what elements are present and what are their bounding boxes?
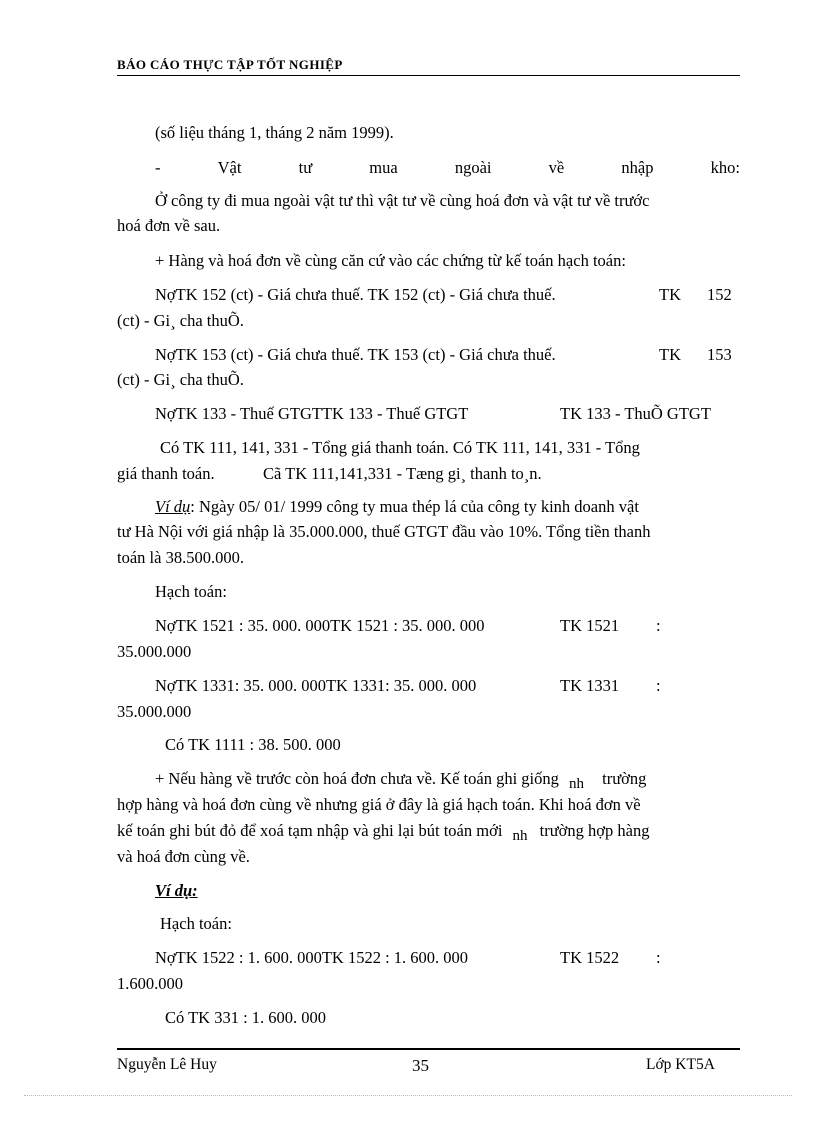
entry-amount: 35.000.000 <box>117 702 192 721</box>
example-heading: Ví dụ: <box>155 881 198 900</box>
text-line: hợp hàng và hoá đơn cùng về nhưng giá ở đây là giá hạch toán. Khi hoá đơn về <box>117 795 641 814</box>
text-segment: trường hợp hàng <box>539 821 650 840</box>
entry-line: Có TK 1111 : 38. 500. 000 <box>165 735 341 754</box>
entry-line: (ct) - Gi¸ cha thuÕ. <box>117 370 244 389</box>
text-segment: + Nếu hàng về trước còn hoá đơn chưa về. Kế toán ghi giống <box>155 769 559 788</box>
word: tư <box>298 158 313 177</box>
entry-line: NợTK 1521 : 35. 000. 000TK 1521 : 35. 000. 000 <box>155 616 485 635</box>
entry-line: TK 133 - ThuÕ GTGT <box>560 404 711 423</box>
entry-line: NợTK 153 (ct) - Giá chưa thuế. TK 153 (ct) - Giá chưa thuế. <box>155 345 556 364</box>
text-fragment: nh <box>512 828 528 844</box>
section-label: Hạch toán: <box>160 914 232 933</box>
entry-line: NợTK 133 - Thuế GTGTTK 133 - Thuế GTGT <box>155 404 469 423</box>
page-border-divider <box>24 1095 792 1096</box>
entry-line: NợTK 152 (ct) - Giá chưa thuế. TK 152 (ct) - Giá chưa thuế. <box>155 285 556 304</box>
entry-account: TK 1521 <box>560 616 620 635</box>
entry-account: TK <box>659 345 681 364</box>
word: - <box>155 158 161 177</box>
word: nhập <box>621 158 654 177</box>
entry-account: TK 1522 <box>560 948 620 967</box>
example-text: : Ngày 05/ 01/ 1999 công ty mua thép lá của công ty kinh doanh vật <box>190 497 639 516</box>
text-fragment: nh <box>569 776 584 792</box>
entry-account-number: 153 <box>707 345 732 364</box>
entry-line: Có TK 111, 141, 331 - Tổng giá thanh toán. Có TK 111, 141, 331 - Tổng <box>160 438 640 457</box>
text-line: tư Hà Nội với giá nhập là 35.000.000, thuế GTGT đầu vào 10%. Tổng tiền thanh <box>117 522 651 541</box>
word: mua <box>369 158 398 177</box>
entry-account: TK 1331 <box>560 676 620 695</box>
example-line <box>155 497 639 517</box>
text-line-justified <box>155 158 740 178</box>
text-line: toán là 38.500.000. <box>117 548 244 567</box>
word: ngoài <box>454 158 492 177</box>
entry-line: (ct) - Gi¸ cha thuÕ. <box>117 311 244 330</box>
entry-account-number: 152 <box>707 285 732 304</box>
section-label: Hạch toán: <box>155 582 227 601</box>
text-line: Ở công ty đi mua ngoài vật tư thì vật tư về cùng hoá đơn và vật tư về trước <box>155 191 650 210</box>
example-label: Ví dụ <box>155 497 191 516</box>
entry-line: giá thanh toán. <box>117 464 215 483</box>
entry-colon: : <box>656 676 661 695</box>
text-line <box>117 821 649 846</box>
entry-colon: : <box>656 948 661 967</box>
footer-author: Nguyễn Lê Huy <box>117 1056 217 1073</box>
text-line: (số liệu tháng 1, tháng 2 năm 1999). <box>155 123 394 142</box>
text-line <box>155 769 646 794</box>
text-line: và hoá đơn cùng về. <box>117 847 250 866</box>
word: kho: <box>710 158 740 177</box>
entry-amount: 1.600.000 <box>117 974 183 993</box>
entry-line: Có TK 331 : 1. 600. 000 <box>165 1008 327 1027</box>
entry-line: NợTK 1331: 35. 000. 000TK 1331: 35. 000. 000 <box>155 676 477 695</box>
page-number: 35 <box>412 1056 429 1075</box>
page-header: BÁO CÁO THỰC TẬP TỐT NGHIỆP <box>117 57 740 76</box>
text-segment: trường <box>602 769 647 788</box>
entry-colon: : <box>656 616 661 635</box>
text-segment: kế toán ghi bút đỏ để xoá tạm nhập và ghi lại bút toán mới <box>117 821 503 840</box>
word: về <box>548 158 565 177</box>
entry-line: NợTK 1522 : 1. 600. 000TK 1522 : 1. 600. 000 <box>155 948 469 967</box>
text-line: + Hàng và hoá đơn về cùng căn cứ vào các chứng từ kế toán hạch toán: <box>155 251 626 270</box>
text-line: hoá đơn về sau. <box>117 216 221 235</box>
entry-line: Cã TK 111,141,331 - Tæng gi¸ thanh to¸n. <box>263 464 542 483</box>
footer-rule <box>117 1048 740 1050</box>
entry-account: TK <box>659 285 681 304</box>
footer-class: Lớp KT5A <box>646 1056 715 1073</box>
entry-amount: 35.000.000 <box>117 642 192 661</box>
word: Vật <box>217 158 242 177</box>
